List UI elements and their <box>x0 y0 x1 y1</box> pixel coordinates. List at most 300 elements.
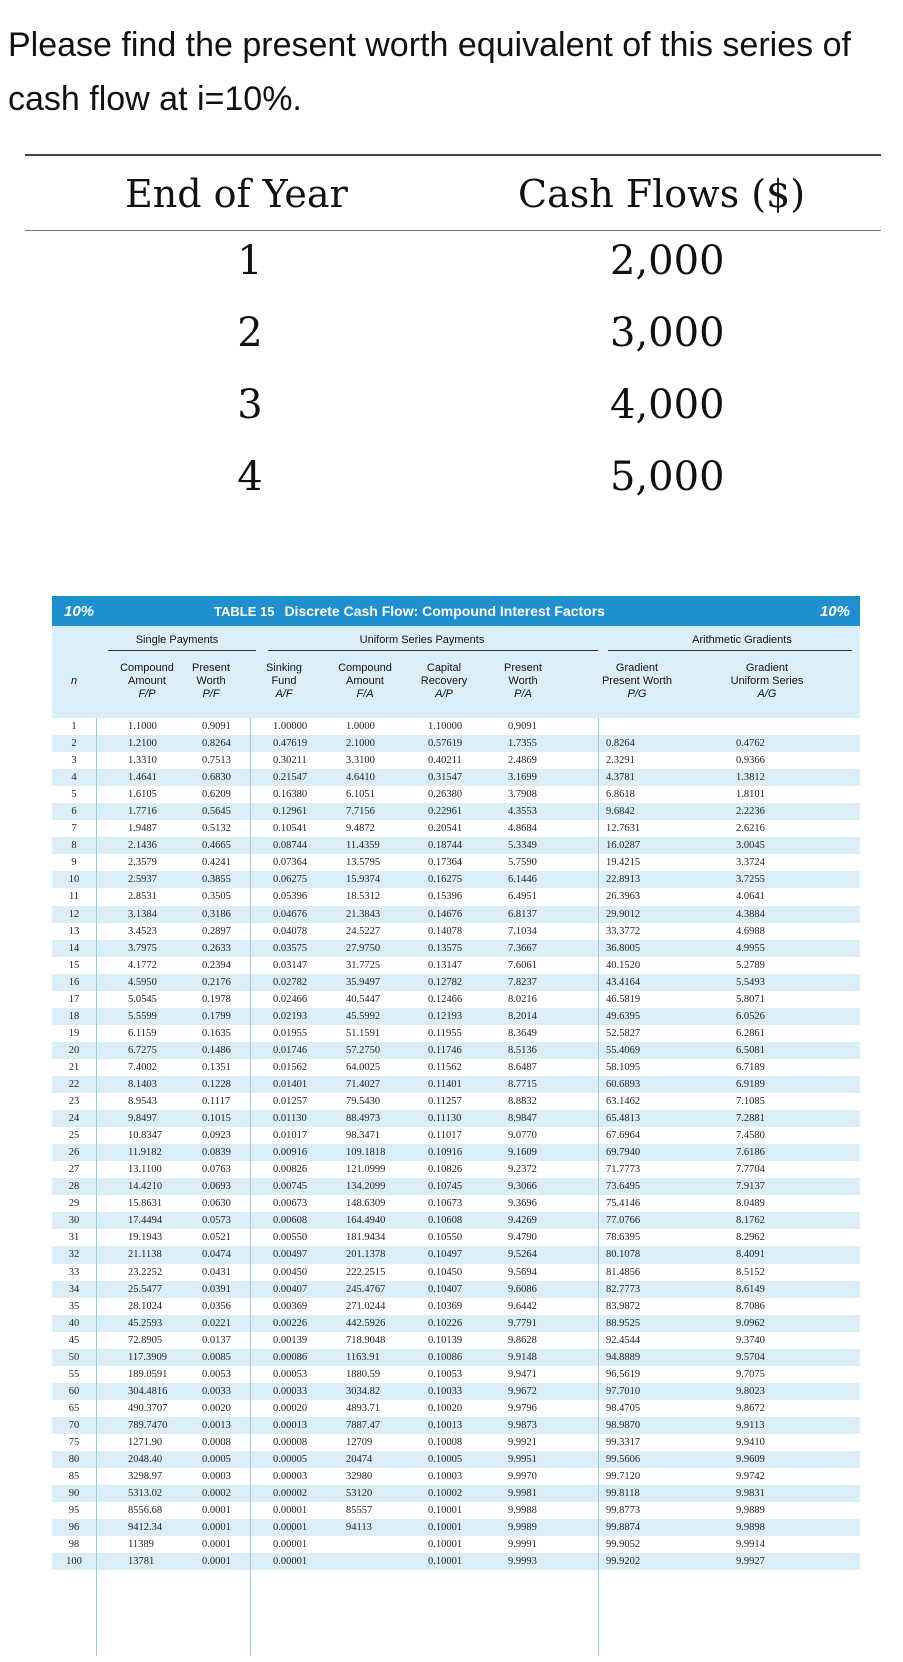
table-row <box>52 1502 860 1519</box>
column-header-sym: F/P <box>138 688 156 700</box>
cell-pa: 4.8684 <box>508 823 537 835</box>
cell-ap: 0.10053 <box>428 1368 463 1380</box>
cell-pf: 0.0053 <box>202 1368 231 1380</box>
table-title-text: Discrete Cash Flow: Compound Interest Factors <box>284 603 605 619</box>
cell-pa: 9.9991 <box>508 1539 537 1551</box>
column-header-sym: P/G <box>627 688 647 700</box>
table-row <box>52 888 860 905</box>
cell-pg: 98.4705 <box>606 1402 641 1414</box>
cell-af: 0.00139 <box>273 1334 308 1346</box>
cell-fa: 718.9048 <box>346 1334 386 1346</box>
cell-fp: 789.7470 <box>128 1419 168 1431</box>
cell-pa: 8.0216 <box>508 993 537 1005</box>
table-row <box>52 1042 860 1059</box>
cell-af: 0.00033 <box>273 1385 308 1397</box>
cell-ap: 0.10033 <box>428 1385 463 1397</box>
cell-pg: 4.3781 <box>606 772 635 784</box>
cell-ap: 0.14676 <box>428 908 463 920</box>
cashflow-amount: 4,000 <box>610 382 725 428</box>
cell-pf: 0.0020 <box>202 1402 231 1414</box>
cell-pf: 0.1117 <box>202 1096 231 1108</box>
cell-pa: 9.2372 <box>508 1164 537 1176</box>
cell-pf: 0.0474 <box>202 1249 231 1261</box>
cell-fa: 31.7725 <box>346 959 381 971</box>
cell-pa: 9.9993 <box>508 1556 537 1568</box>
cell-pa: 9.0770 <box>508 1130 537 1142</box>
column-header-pg <box>582 662 692 701</box>
table-row <box>52 1178 860 1195</box>
cell-pg: 2.3291 <box>606 755 635 767</box>
cell-pa: 8.7715 <box>508 1078 537 1090</box>
table-row <box>52 1229 860 1246</box>
cell-fp: 1.3310 <box>128 755 157 767</box>
cell-fp: 28.1024 <box>128 1300 163 1312</box>
cell-fp: 1.7716 <box>128 806 157 818</box>
cell-pf: 0.5132 <box>202 823 231 835</box>
cell-pg: 81.4856 <box>606 1266 641 1278</box>
cell-pg: 75.4146 <box>606 1198 641 1210</box>
cell-pg: 26.3963 <box>606 891 641 903</box>
column-header-ag <box>712 662 822 701</box>
question-text: Please find the present worth equivalent of this series of cash flow at i=10%. <box>8 26 851 118</box>
cell-fa: 6.1051 <box>346 789 375 801</box>
cell-n: 12 <box>68 908 80 920</box>
cell-fa: 94113 <box>346 1522 372 1534</box>
cell-pa: 9.3066 <box>508 1181 537 1193</box>
table-row <box>52 1076 860 1093</box>
cell-pa: 2.4869 <box>508 755 537 767</box>
table-row <box>52 1349 860 1366</box>
cell-pa: 9.1609 <box>508 1147 537 1159</box>
cashflow-header-flow: Cash Flows ($) <box>518 172 806 216</box>
cell-af: 0.00001 <box>273 1522 308 1534</box>
cell-ap: 0.11017 <box>428 1130 462 1142</box>
cell-pa: 9.9951 <box>508 1454 537 1466</box>
table-row <box>52 1264 860 1281</box>
cell-pa: 8.8832 <box>508 1096 537 1108</box>
column-header-sym: A/G <box>757 688 777 700</box>
cell-n: 23 <box>68 1096 80 1108</box>
column-header-l1: Capital <box>426 662 462 674</box>
cell-fa: 88.4973 <box>346 1113 381 1125</box>
cell-af: 0.07364 <box>273 857 308 869</box>
cell-pf: 0.1978 <box>202 993 231 1005</box>
rate-label-left: 10% <box>64 603 95 620</box>
cell-ap: 0.12782 <box>428 976 463 988</box>
cell-n: 24 <box>68 1113 80 1125</box>
table-row <box>52 769 860 786</box>
cell-n: 32 <box>68 1249 80 1261</box>
cell-ag: 7.7704 <box>736 1164 765 1176</box>
cell-pa: 9.3696 <box>508 1198 537 1210</box>
cell-af: 0.00002 <box>273 1488 308 1500</box>
cell-ap: 0.11257 <box>428 1096 462 1108</box>
cell-af: 0.00369 <box>273 1300 308 1312</box>
cell-pg: 92.4544 <box>606 1334 641 1346</box>
cell-n: 3 <box>71 755 77 767</box>
cell-af: 0.00013 <box>273 1419 308 1431</box>
cell-pa: 9.9148 <box>508 1351 537 1363</box>
cell-pf: 0.0005 <box>202 1454 231 1466</box>
cell-pg: 46.5819 <box>606 993 641 1005</box>
cell-ag: 3.7255 <box>736 874 765 886</box>
cell-pa: 9.5694 <box>508 1266 537 1278</box>
cell-pg: 6.8618 <box>606 789 635 801</box>
cell-fp: 14.4210 <box>128 1181 163 1193</box>
table-row <box>52 991 860 1008</box>
table-row <box>52 1195 860 1212</box>
cell-pf: 0.1799 <box>202 1010 231 1022</box>
cell-ag: 8.5152 <box>736 1266 765 1278</box>
table-row <box>52 803 860 820</box>
cell-pf: 0.3855 <box>202 874 231 886</box>
cell-pg: 52.5827 <box>606 1027 641 1039</box>
cell-pf: 0.0573 <box>202 1215 231 1227</box>
cell-af: 0.00226 <box>273 1317 308 1329</box>
cell-ag: 9.3740 <box>736 1334 765 1346</box>
cell-pf: 0.0008 <box>202 1436 231 1448</box>
cell-fa: 15.9374 <box>346 874 381 886</box>
cell-ag: 6.2861 <box>736 1027 765 1039</box>
cell-n: 100 <box>66 1556 82 1568</box>
table-row <box>52 1400 860 1417</box>
column-header-l2: Uniform Series <box>730 675 804 687</box>
column-separator <box>250 718 251 1656</box>
cell-ap: 0.10008 <box>428 1436 463 1448</box>
cell-fa: 45.5992 <box>346 1010 381 1022</box>
cell-n: 70 <box>68 1419 80 1431</box>
cell-ap: 0.10550 <box>428 1232 463 1244</box>
cell-ag: 4.3884 <box>736 908 765 920</box>
cell-pa: 3.1699 <box>508 772 537 784</box>
cell-fp: 25.5477 <box>128 1283 163 1295</box>
column-header-l1: Gradient <box>745 662 789 674</box>
cell-ag: 9.9831 <box>736 1488 765 1500</box>
column-header-sym: F/A <box>356 688 374 700</box>
cell-fp: 3298.97 <box>128 1471 163 1483</box>
cell-ap: 0.12466 <box>428 993 463 1005</box>
cell-n: 19 <box>68 1027 80 1039</box>
cell-pf: 0.3186 <box>202 908 231 920</box>
column-header-pf <box>178 662 244 701</box>
cell-ap: 0.16275 <box>428 874 463 886</box>
cell-pf: 0.0839 <box>202 1147 231 1159</box>
rate-label-right: 10% <box>819 603 850 620</box>
cashflow-year: 1 <box>237 238 263 284</box>
cell-pg: 80.1078 <box>606 1249 641 1261</box>
cell-ag: 7.2881 <box>736 1113 765 1125</box>
cell-ap: 0.11130 <box>428 1113 462 1125</box>
cell-pa: 9.9981 <box>508 1488 537 1500</box>
table-row <box>52 1332 860 1349</box>
cell-n: 90 <box>68 1488 80 1500</box>
column-header-sym: A/F <box>275 688 293 700</box>
cell-pa: 6.8137 <box>508 908 537 920</box>
cell-pf: 0.8264 <box>202 738 231 750</box>
cell-ag: 8.0489 <box>736 1198 765 1210</box>
cell-ag: 2.2236 <box>736 806 765 818</box>
cell-n: 18 <box>68 1010 80 1022</box>
cell-ag: 9.9410 <box>736 1436 765 1448</box>
cell-fp: 9412.34 <box>128 1522 163 1534</box>
cell-fp: 1.2100 <box>128 738 157 750</box>
cell-af: 0.00001 <box>273 1539 308 1551</box>
table-row <box>52 1025 860 1042</box>
cell-fa: 11.4359 <box>346 840 380 852</box>
cell-ap: 1.10000 <box>428 721 463 732</box>
cell-n: 10 <box>68 874 80 886</box>
cell-n: 26 <box>68 1147 80 1159</box>
cell-pg: 60.6893 <box>606 1078 641 1090</box>
table-row <box>52 1366 860 1383</box>
cell-n: 2 <box>71 738 77 750</box>
cell-fp: 8.1403 <box>128 1078 157 1090</box>
cell-pa: 6.1446 <box>508 874 537 886</box>
cell-pg: 16.0287 <box>606 840 641 852</box>
cell-pg: 9.6842 <box>606 806 635 818</box>
cell-pg: 58.1095 <box>606 1061 641 1073</box>
cell-n: 50 <box>68 1351 80 1363</box>
cell-fa: 134.2099 <box>346 1181 386 1193</box>
cell-pa: 9.5264 <box>508 1249 537 1261</box>
cashflow-header-year: End of Year <box>125 172 348 216</box>
cell-fa: 32980 <box>346 1471 373 1483</box>
table-row <box>52 820 860 837</box>
cell-fp: 3.7975 <box>128 942 157 954</box>
cell-pa: 9.9989 <box>508 1522 537 1534</box>
cell-ag: 3.3724 <box>736 857 765 869</box>
cell-ag: 6.9189 <box>736 1078 765 1090</box>
cell-fa: 222.2515 <box>346 1266 386 1278</box>
cell-pa: 9.7791 <box>508 1317 537 1329</box>
cell-ag: 6.7189 <box>736 1061 765 1073</box>
table-row <box>52 923 860 940</box>
column-header-n <box>52 662 96 688</box>
cell-pa: 9.9873 <box>508 1419 537 1431</box>
cell-fa: 98.3471 <box>346 1130 381 1142</box>
cell-ag: 9.9898 <box>736 1522 765 1534</box>
cell-ap: 0.10005 <box>428 1454 463 1466</box>
table-row <box>52 1008 860 1025</box>
cell-pf: 0.2897 <box>202 925 231 937</box>
cell-pg: 99.9202 <box>606 1556 641 1568</box>
column-header-l1: Present <box>504 662 542 674</box>
cell-n: 80 <box>68 1454 80 1466</box>
cell-pa: 8.3649 <box>508 1027 537 1039</box>
table-row <box>52 1281 860 1298</box>
cell-pf: 0.0763 <box>202 1164 231 1176</box>
cell-fa: 1163.91 <box>346 1351 380 1363</box>
cell-pg: 99.3317 <box>606 1436 641 1448</box>
table-row <box>52 974 860 991</box>
cell-pg: 73.6495 <box>606 1181 641 1193</box>
cell-pf: 0.0001 <box>202 1522 231 1534</box>
cell-pf: 0.0003 <box>202 1471 231 1483</box>
cell-af: 0.00745 <box>273 1181 308 1193</box>
cell-fp: 72.8905 <box>128 1334 163 1346</box>
group-uniform-rule <box>268 650 598 651</box>
cell-fa: 24.5227 <box>346 925 381 937</box>
cashflow-amount: 5,000 <box>610 454 725 500</box>
factor-table-header <box>52 626 860 718</box>
cell-ap: 0.10369 <box>428 1300 463 1312</box>
cell-af: 0.02193 <box>273 1010 308 1022</box>
cell-af: 0.03575 <box>273 942 308 954</box>
cell-pg: 99.9052 <box>606 1539 641 1551</box>
cell-pf: 0.4241 <box>202 857 231 869</box>
cell-ap: 0.11955 <box>428 1027 462 1039</box>
cell-pg: 36.8005 <box>606 942 641 954</box>
cell-ag: 8.2962 <box>736 1232 765 1244</box>
cell-ap: 0.10013 <box>428 1419 463 1431</box>
cell-pa: 9.6086 <box>508 1283 537 1295</box>
table-row <box>52 1485 860 1502</box>
table-row <box>52 1417 860 1434</box>
cell-ag: 8.1762 <box>736 1215 765 1227</box>
cell-pf: 0.5645 <box>202 806 231 818</box>
cell-ag: 7.9137 <box>736 1181 765 1193</box>
cell-pf: 0.1015 <box>202 1113 231 1125</box>
cell-pf: 0.2176 <box>202 976 231 988</box>
table-row <box>52 1127 860 1144</box>
cell-af: 0.04078 <box>273 925 308 937</box>
cell-ap: 0.40211 <box>428 755 462 767</box>
table-row <box>52 1553 860 1570</box>
column-separator <box>96 718 97 1656</box>
column-header-ap <box>404 662 484 701</box>
cell-n: 35 <box>68 1300 80 1312</box>
cell-ag: 9.8023 <box>736 1385 765 1397</box>
cell-af: 0.01257 <box>273 1096 308 1108</box>
cell-fa: 245.4767 <box>346 1283 386 1295</box>
cell-pg: 99.7120 <box>606 1471 641 1483</box>
column-header-sym: A/P <box>435 688 453 700</box>
cell-ap: 0.26380 <box>428 789 463 801</box>
cell-n: 40 <box>68 1317 80 1329</box>
cell-ap: 0.10407 <box>428 1283 463 1295</box>
cell-pa: 7.8237 <box>508 976 537 988</box>
cell-ap: 0.17364 <box>428 857 463 869</box>
cell-fa: 121.0999 <box>346 1164 386 1176</box>
table-row <box>52 837 860 854</box>
cell-pf: 0.0002 <box>202 1488 231 1500</box>
cell-n: 27 <box>68 1164 80 1176</box>
cell-af: 0.00608 <box>273 1215 308 1227</box>
cell-pa: 9.6442 <box>508 1300 537 1312</box>
cell-pg: 88.9525 <box>606 1317 641 1329</box>
cell-fa: 12709 <box>346 1436 373 1448</box>
cashflow-amount: 2,000 <box>610 238 725 284</box>
cell-ag: 0.9366 <box>736 755 765 767</box>
table-title <box>214 603 605 619</box>
cell-pf: 0.0431 <box>202 1266 231 1278</box>
cell-af: 0.01401 <box>273 1078 308 1090</box>
cell-pa: 7.6061 <box>508 959 537 971</box>
cell-n: 6 <box>71 806 77 818</box>
cell-pa: 9.9796 <box>508 1402 537 1414</box>
cell-pf: 0.0693 <box>202 1181 231 1193</box>
cell-ag: 9.9609 <box>736 1454 765 1466</box>
cell-n: 33 <box>68 1266 80 1278</box>
cell-fa: 2.1000 <box>346 738 375 750</box>
cell-pf: 0.0521 <box>202 1232 231 1244</box>
cell-n: 45 <box>68 1334 80 1346</box>
cell-n: 7 <box>71 823 77 835</box>
cell-fa: 148.6309 <box>346 1198 386 1210</box>
cell-n: 98 <box>68 1539 80 1551</box>
cell-fp: 17.4494 <box>128 1215 163 1227</box>
cell-fa: 51.1591 <box>346 1027 381 1039</box>
cell-af: 0.00003 <box>273 1471 308 1483</box>
column-header-l1: Present <box>192 662 230 674</box>
cell-fp: 11389 <box>128 1539 154 1551</box>
column-header-l1: Gradient <box>615 662 659 674</box>
cell-fp: 189.0591 <box>128 1368 168 1380</box>
cell-af: 0.00001 <box>273 1556 308 1568</box>
table-row <box>52 786 860 803</box>
column-header-sym: P/A <box>514 688 532 700</box>
cell-fa: 40.5447 <box>346 993 381 1005</box>
cashflow-top-rule <box>25 154 881 156</box>
cell-ap: 0.11746 <box>428 1044 462 1056</box>
cell-n: 21 <box>68 1061 80 1073</box>
cell-pa: 7.3667 <box>508 942 537 954</box>
cell-ag: 6.5081 <box>736 1044 765 1056</box>
cell-ag: 9.9914 <box>736 1539 765 1551</box>
cell-fp: 3.4523 <box>128 925 157 937</box>
table-row <box>52 1451 860 1468</box>
cell-af: 0.03147 <box>273 959 308 971</box>
cell-af: 0.00673 <box>273 1198 308 1210</box>
cell-pa: 9.9988 <box>508 1505 537 1517</box>
cell-fp: 8.9543 <box>128 1096 157 1108</box>
cell-pa: 6.4951 <box>508 891 537 903</box>
cell-ag: 9.7075 <box>736 1368 765 1380</box>
cell-pg: 43.4164 <box>606 976 641 988</box>
table-row <box>52 1468 860 1485</box>
cell-n: 28 <box>68 1181 80 1193</box>
cell-n: 75 <box>68 1436 80 1448</box>
cell-fa: 3.3100 <box>346 755 375 767</box>
table-row <box>52 957 860 974</box>
cell-fp: 1271.90 <box>128 1436 163 1448</box>
cashflow-year: 3 <box>237 382 263 428</box>
table-row <box>52 1110 860 1127</box>
cashflow-amount: 3,000 <box>610 310 725 356</box>
cell-pf: 0.7513 <box>202 755 231 767</box>
cell-n: 65 <box>68 1402 80 1414</box>
table-row <box>52 1059 860 1076</box>
cell-fa: 4893.71 <box>346 1402 381 1414</box>
cell-pf: 0.0001 <box>202 1556 231 1568</box>
cell-fa: 57.2750 <box>346 1044 381 1056</box>
cell-ap: 0.10226 <box>428 1317 463 1329</box>
cell-fp: 117.3909 <box>128 1351 167 1363</box>
cell-af: 1.00000 <box>273 721 308 732</box>
cell-pf: 0.0001 <box>202 1539 231 1551</box>
cell-ag: 1.8101 <box>736 789 765 801</box>
cell-pa: 9.9672 <box>508 1385 537 1397</box>
cell-n: 8 <box>71 840 77 852</box>
cell-ap: 0.10086 <box>428 1351 463 1363</box>
table-row <box>52 735 860 752</box>
factor-table-titlebar <box>52 596 860 626</box>
cell-ap: 0.10020 <box>428 1402 463 1414</box>
table-row <box>52 906 860 923</box>
cell-af: 0.00407 <box>273 1283 308 1295</box>
cell-af: 0.02466 <box>273 993 308 1005</box>
column-header-l1: Compound <box>338 662 392 674</box>
